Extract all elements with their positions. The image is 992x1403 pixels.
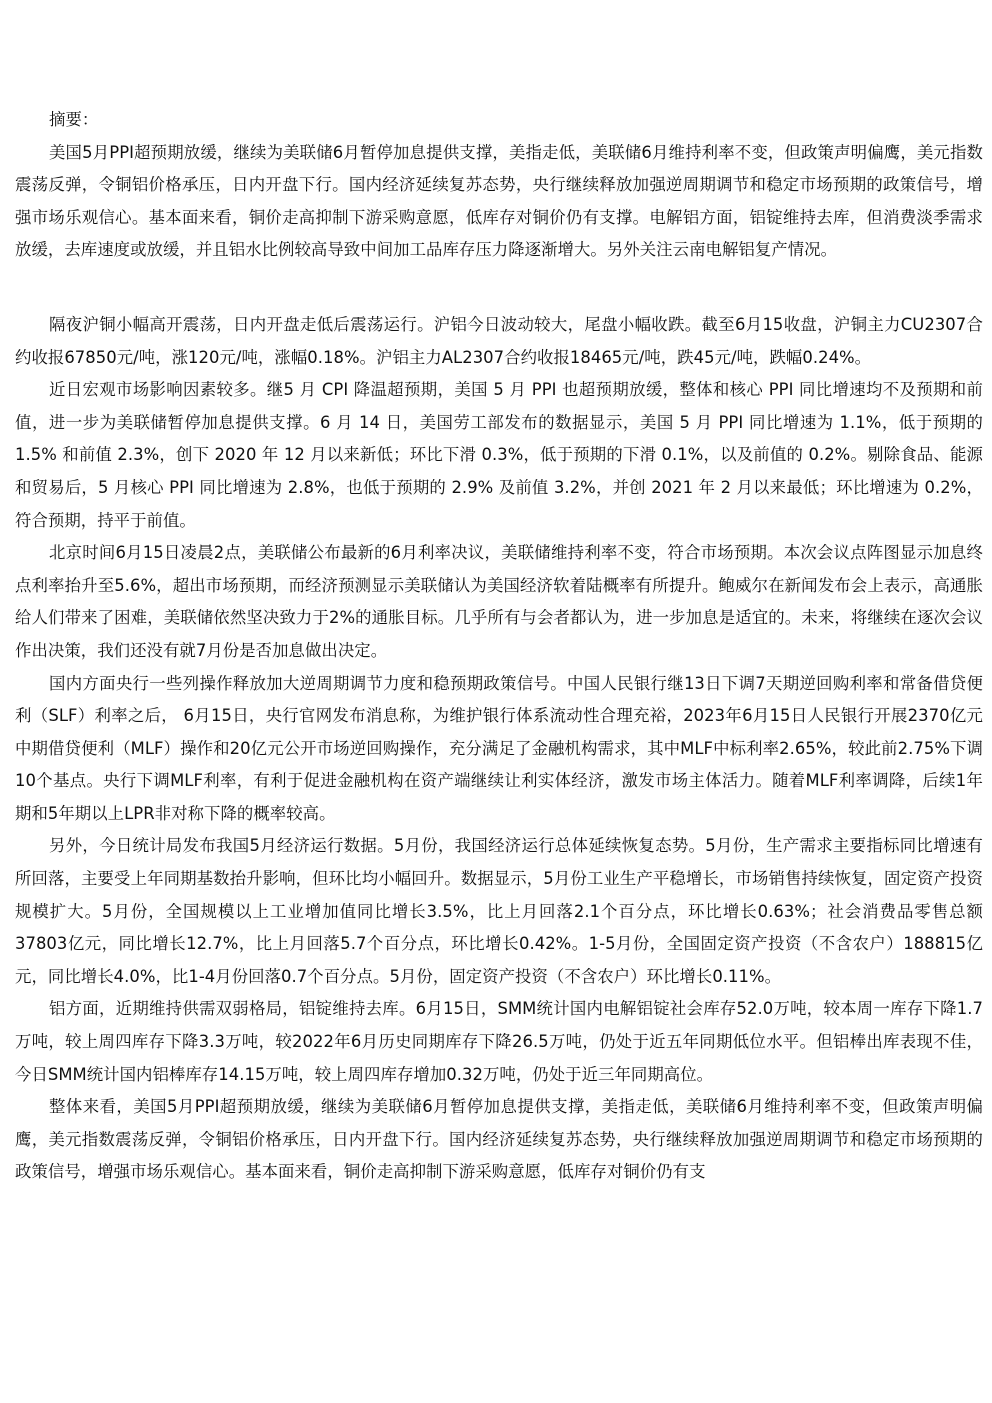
market-close-paragraph: 隔夜沪铜小幅高开震荡，日内开盘走低后震荡运行。沪铝今日波动较大，尾盘小幅收跌。截至6月15收盘，沪铜主力CU2307合约收报67850元/吨，涨120元/吨，涨幅0.18%。沪铝主力AL2307合约收报18465元/吨，跌45元/吨，跌幅0.24%。 (15, 314, 983, 367)
aluminum-inventory-paragraph: 铝方面，近期维持供需双弱格局，铝锭维持去库。6月15日，SMM统计国内电解铝锭社会库存52.0万吨，较本周一库存下降1.7万吨，较上周四库存下降3.3万吨，较2022年6月历史同期库存下降26.5万吨，仍处于近五年同期低位水平。但铝棒出库表现不佳，今日SMM统计国内铝棒库存14.15万吨，较上周四库存增加0.32万吨，仍处于近三年同期高位。 (15, 999, 983, 1084)
domestic-policy-paragraph: 国内方面央行一些列操作释放加大逆周期调节力度和稳预期政策信号。中国人民银行继13日下调7天期逆回购利率和常备借贷便利（SLF）利率之后， 6月15日，央行官网发布消息称，为维护银行体系流动性合理充裕，2023年6月15日人民银行开展2370亿元中期借贷便利（MLF）操作和20亿元公开市场逆回购操作，充分满足了金融机构需求，其中MLF中标利率2.65%，较此前2.75%下调10个基点。央行下调MLF利率，有利于促进金融机构在资产端继续让利实体经济，激发市场主体活力。随着MLF利率调降，后续1年期和5年期以上LPR非对称下降的概率较高。 (15, 673, 983, 823)
fed-decision-paragraph: 北京时间6月15日凌晨2点，美联储公布最新的6月利率决议，美联储维持利率不变，符合市场预期。本次会议点阵图显示加息终点利率抬升至5.6%，超出市场预期，而经济预测显示美联储认为美国经济软着陆概率有所提升。鲍威尔在新闻发布会上表示，高通胀给人们带来了困难，美联储依然坚决致力于2%的通胀目标。几乎所有与会者都认为，进一步加息是适宜的。未来，将继续在逐次会议作出决策，我们还没有就7月份是否加息做出决定。 (15, 543, 983, 660)
summary-paragraph: 美国5月PPI超预期放缓，继续为美联储6月暂停加息提供支撑，美指走低，美联储6月维持利率不变，但政策声明偏鹰，美元指数震荡反弹，令铜铝价格承压，日内开盘下行。国内经济延续复苏态势，央行继续释放加强逆周期调节和稳定市场预期的政策信号，增强市场乐观信心。基本面来看，铜价走高抑制下游采购意愿，低库存对铜价仍有支撑。电解铝方面，铝锭维持去库，但消费淡季需求放缓，去库速度或放缓，并且铝水比例较高导致中间加工品库存压力降逐渐增大。另外关注云南电解铝复产情况。 (15, 142, 983, 260)
document-page (15, 0, 983, 1189)
paragraph-spacer (15, 267, 983, 309)
economic-data-paragraph: 另外，今日统计局发布我国5月经济运行数据。5月份，我国经济运行总体延续恢复态势。5月份，生产需求主要指标同比增速有所回落，主要受上年同期基数抬升影响，但环比均小幅回升。数据显示，5月份工业生产平稳增长，市场销售持续恢复，固定资产投资规模扩大。5月份，全国规模以上工业增加值同比增长3.5%，比上月回落2.1个百分点，环比增长0.63%；社会消费品零售总额37803亿元，同比增长12.7%，比上月回落5.7个百分点，环比增长0.42%。1-5月份，全国固定资产投资（不含农户）188815亿元，同比增长4.0%，比1-4月份回落0.7个百分点。5月份，固定资产投资（不含农户）环比增长0.11%。 (15, 836, 983, 986)
us-ppi-paragraph: 近日宏观市场影响因素较多。继5 月 CPI 降温超预期，美国 5 月 PPI 也超预期放缓，整体和核心 PPI 同比增速均不及预期和前值，进一步为美联储暂停加息提供支撑。6 月 14 日，美国劳工部发布的数据显示，美国 5 月 PPI 同比增速为 1.1%，低于预期的 1.5% 和前值 2.3%，创下 2020 年 12 月以来新低；环比下滑 0.3%，低于预期的下滑 0.1%，以及前值的 0.2%。剔除食品、能源和贸易后，5 月核心 PPI 同比增速为 2.8%，也低于预期的 2.9% 及前值 3.2%，并创 2021 年 2 月以来最低；环比增速为 0.2%，符合预期，持平于前值。 (15, 380, 983, 530)
summary-heading: 摘要： (49, 110, 99, 129)
overall-summary-paragraph: 整体来看，美国5月PPI超预期放缓，继续为美联储6月暂停加息提供支撑，美指走低，美联储6月维持利率不变，但政策声明偏鹰，美元指数震荡反弹，令铜铝价格承压，日内开盘下行。国内经济延续复苏态势，央行继续释放加强逆周期调节和稳定市场预期的政策信号，增强市场乐观信心。基本面来看，铜价走高抑制下游采购意愿，低库存对铜价仍有支 (15, 1097, 983, 1182)
